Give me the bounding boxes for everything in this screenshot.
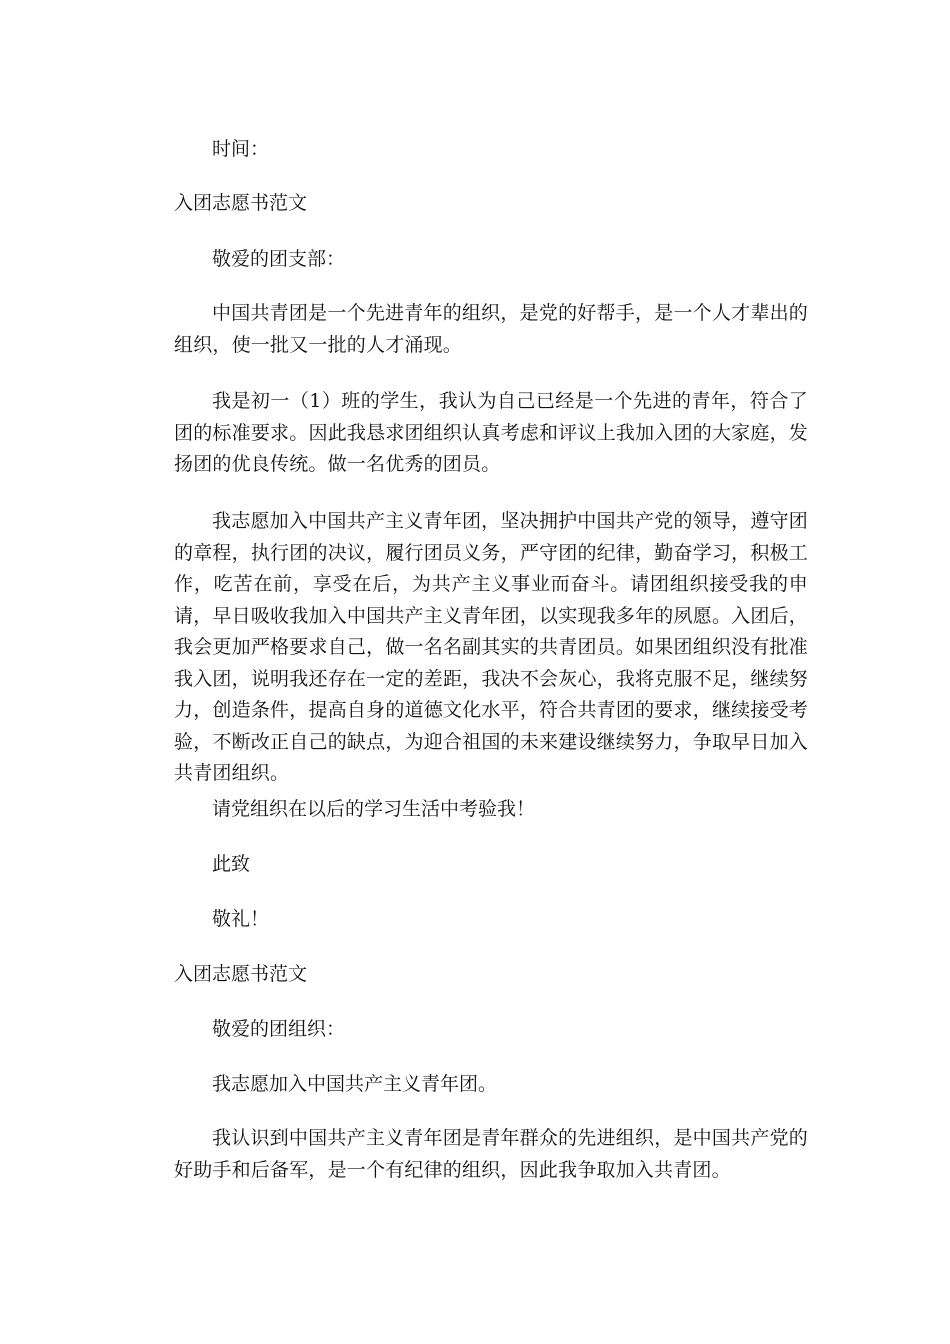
paragraph-1: 中国共青团是一个先进青年的组织，是党的好帮手，是一个人才辈出的组织，使一批又一批的人才涌现。 bbox=[174, 302, 808, 356]
paragraph-5: 我志愿加入中国共产主义青年团。 bbox=[212, 1073, 498, 1095]
closing-1: 此致 bbox=[212, 853, 251, 875]
paragraph-3: 我志愿加入中国共产主义青年团，坚决拥护中国共产党的领导，遵守团的章程，执行团的决议，履行团员义务，严守团的纪律，勤奋学习，积极工作，吃苦在前，享受在后，为共产主义事业而奋斗。请团组织接受我的申请，早日吸收我加入中国共产主义青年团，以实现我多年的夙愿。入团后，我会更加严格要求自己，做一名名副其实的共青团员。如果团组织没有批准我入团，说明我还存在一定的差距，我决不会灰心，我将克服不足，继续努力，创造条件，提高自身的道德文化水平，符合共青团的要求，继续接受考验，不断改正自己的缺点，为迎合祖国的未来建设继续努力，争取早日加入共青团组织。 bbox=[174, 510, 808, 784]
paragraph-2: 我是初一（1）班的学生，我认为自己已经是一个先进的青年，符合了团的标准要求。因此我恳求团组织认真考虑和评议上我加入团的大家庭，发扬团的优良传统。做一名优秀的团员。 bbox=[174, 390, 808, 475]
letter-title-2: 入团志愿书范文 bbox=[174, 963, 308, 985]
paragraph-6: 我认识到中国共产主义青年团是青年群众的先进组织，是中国共产党的好助手和后备军，是一个有纪律的组织，因此我争取加入共青团。 bbox=[174, 1127, 808, 1181]
salutation-1: 敬爱的团支部： bbox=[212, 248, 346, 270]
closing-2: 敬礼！ bbox=[212, 908, 270, 930]
paragraph-4: 请党组织在以后的学习生活中考验我！ bbox=[212, 798, 536, 820]
letter-title-1: 入团志愿书范文 bbox=[174, 192, 308, 214]
salutation-2: 敬爱的团组织： bbox=[212, 1018, 346, 1040]
time-label: 时间： bbox=[212, 138, 270, 160]
